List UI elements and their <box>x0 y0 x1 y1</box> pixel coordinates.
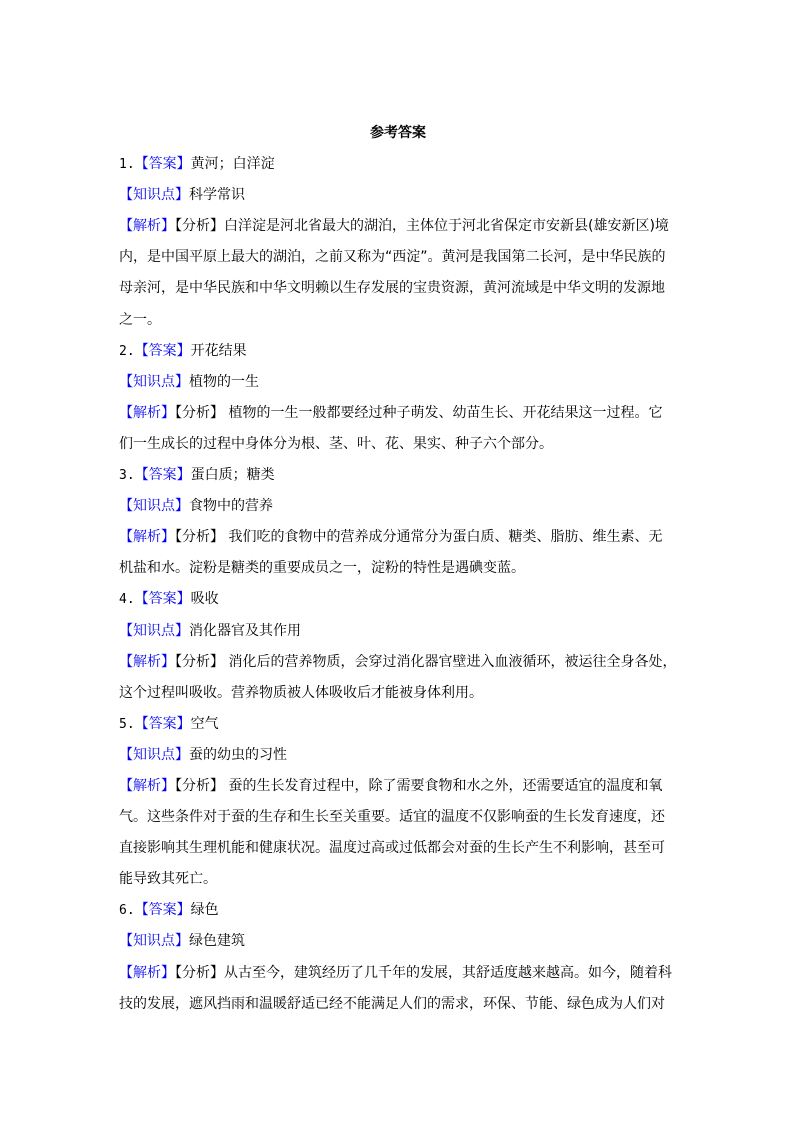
analysis-text: 这个过程叫吸收。营养物质被人体吸收后才能被身体利用。 <box>119 684 483 701</box>
analysis-line <box>119 211 689 242</box>
answer-line <box>119 336 689 367</box>
fenxi-label: 【分析】 <box>175 218 224 235</box>
knowledge-line <box>119 491 689 522</box>
answer-line <box>119 460 689 491</box>
knowledge-line <box>119 740 689 771</box>
answer-label: 【答案】 <box>134 902 191 919</box>
page-title: 参考答案 <box>370 125 426 141</box>
analysis-continuation <box>119 305 689 336</box>
analysis-text: 植物的一生一般都要经过种子萌发、幼苗生长、开花结果这一过程。它 <box>224 404 663 421</box>
knowledge-line <box>119 926 689 957</box>
analysis-text: 技的发展，遮风挡雨和温暖舒适已经不能满足人们的需求，环保、节能、绿色成为人们对 <box>119 995 665 1012</box>
answer-label: 【答案】 <box>134 591 191 608</box>
analysis-continuation <box>119 429 689 460</box>
analysis-text: 母亲河，是中华民族和中华文明赖以生存发展的宝贵资源，黄河流域是中华文明的发源地 <box>119 280 665 297</box>
knowledge-text: 消化器官及其作用 <box>189 622 301 639</box>
fenxi-label: 【分析】 <box>175 404 224 421</box>
knowledge-label: 【知识点】 <box>119 498 189 515</box>
answer-text: 绿色 <box>190 902 219 919</box>
fenxi-label: 【分析】 <box>175 653 224 670</box>
analysis-text: 气。这些条件对于蚕的生存和生长至关重要。适宜的温度不仅影响蚕的生长发育速度，还 <box>119 809 665 826</box>
answer-label: 【答案】 <box>134 156 191 173</box>
answer-line <box>119 895 689 926</box>
analysis-continuation <box>119 273 689 304</box>
knowledge-line <box>119 180 689 211</box>
analysis-text: 之一。 <box>119 311 161 328</box>
knowledge-line <box>119 367 689 398</box>
answer-text: 蛋白质；糖类 <box>190 467 275 484</box>
analysis-text: 能导致其死亡。 <box>119 871 217 888</box>
answer-line <box>119 584 689 615</box>
analysis-label: 【解析】 <box>119 529 175 546</box>
knowledge-label: 【知识点】 <box>119 622 189 639</box>
analysis-text: 从古至今，建筑经历了几千年的发展，其舒适度越来越高。如今，随着科 <box>224 964 672 981</box>
answer-label: 【答案】 <box>134 715 191 732</box>
knowledge-text: 植物的一生 <box>189 373 259 390</box>
analysis-text: 们一生成长的过程中身体分为根、茎、叶、花、果实、种子六个部分。 <box>119 435 553 452</box>
question-number: 6. <box>119 903 135 919</box>
answer-text: 吸收 <box>190 591 219 608</box>
answer-label: 【答案】 <box>134 342 191 359</box>
fenxi-label: 【分析】 <box>175 964 224 981</box>
fenxi-label: 【分析】 <box>175 777 224 794</box>
analysis-text: 消化后的营养物质，会穿过消化器官壁进入血液循环，被运往全身各处， <box>224 653 677 670</box>
knowledge-label: 【知识点】 <box>119 933 189 950</box>
analysis-line <box>119 771 689 802</box>
answer-document <box>119 118 689 1020</box>
knowledge-line <box>119 616 689 647</box>
answer-text: 黄河；白洋淀 <box>190 156 275 173</box>
analysis-label: 【解析】 <box>119 777 175 794</box>
question-number: 3. <box>119 468 135 484</box>
knowledge-text: 绿色建筑 <box>189 933 245 950</box>
knowledge-label: 【知识点】 <box>119 746 189 763</box>
analysis-line <box>119 647 689 678</box>
analysis-continuation <box>119 833 689 864</box>
analysis-line <box>119 958 689 989</box>
analysis-text: 机盐和水。淀粉是糖类的重要成员之一，淀粉的特性是遇碘变蓝。 <box>119 560 525 577</box>
analysis-text: 内，是中国平原上最大的湖泊，之前又称为“西淀”。黄河是我国第二长河，是中华民族的 <box>119 249 666 266</box>
question-number: 5. <box>119 716 135 732</box>
analysis-continuation <box>119 802 689 833</box>
analysis-line <box>119 398 689 429</box>
knowledge-label: 【知识点】 <box>119 373 189 390</box>
analysis-continuation <box>119 989 689 1020</box>
knowledge-text: 食物中的营养 <box>189 498 273 515</box>
analysis-continuation <box>119 864 689 895</box>
answer-label: 【答案】 <box>134 467 191 484</box>
analysis-label: 【解析】 <box>119 218 175 235</box>
question-number: 1. <box>119 157 135 173</box>
analysis-label: 【解析】 <box>119 404 175 421</box>
analysis-text: 白洋淀是河北省最大的湖泊，主体位于河北省保定市安新县(雄安新区)境 <box>224 218 669 235</box>
analysis-label: 【解析】 <box>119 653 175 670</box>
answer-text: 空气 <box>190 715 219 732</box>
analysis-continuation <box>119 553 689 584</box>
knowledge-text: 科学常识 <box>189 187 245 204</box>
question-number: 4. <box>119 592 135 608</box>
knowledge-text: 蚕的幼虫的习性 <box>189 746 287 763</box>
answer-line <box>119 149 689 180</box>
analysis-continuation <box>119 242 689 273</box>
analysis-text: 直接影响其生理机能和健康状况。温度过高或过低都会对蚕的生长产生不利影响，甚至可 <box>119 840 665 857</box>
fenxi-label: 【分析】 <box>175 529 224 546</box>
analysis-text: 我们吃的食物中的营养成分通常分为蛋白质、糖类、脂肪、维生素、无 <box>224 529 663 546</box>
analysis-label: 【解析】 <box>119 964 175 981</box>
answer-line <box>119 709 689 740</box>
analysis-continuation <box>119 678 689 709</box>
question-number: 2. <box>119 343 135 359</box>
knowledge-label: 【知识点】 <box>119 187 189 204</box>
analysis-line <box>119 522 689 553</box>
answer-text: 开花结果 <box>190 342 247 359</box>
analysis-text: 蚕的生长发育过程中，除了需要食物和水之外，还需要适宜的温度和氧 <box>224 777 663 794</box>
